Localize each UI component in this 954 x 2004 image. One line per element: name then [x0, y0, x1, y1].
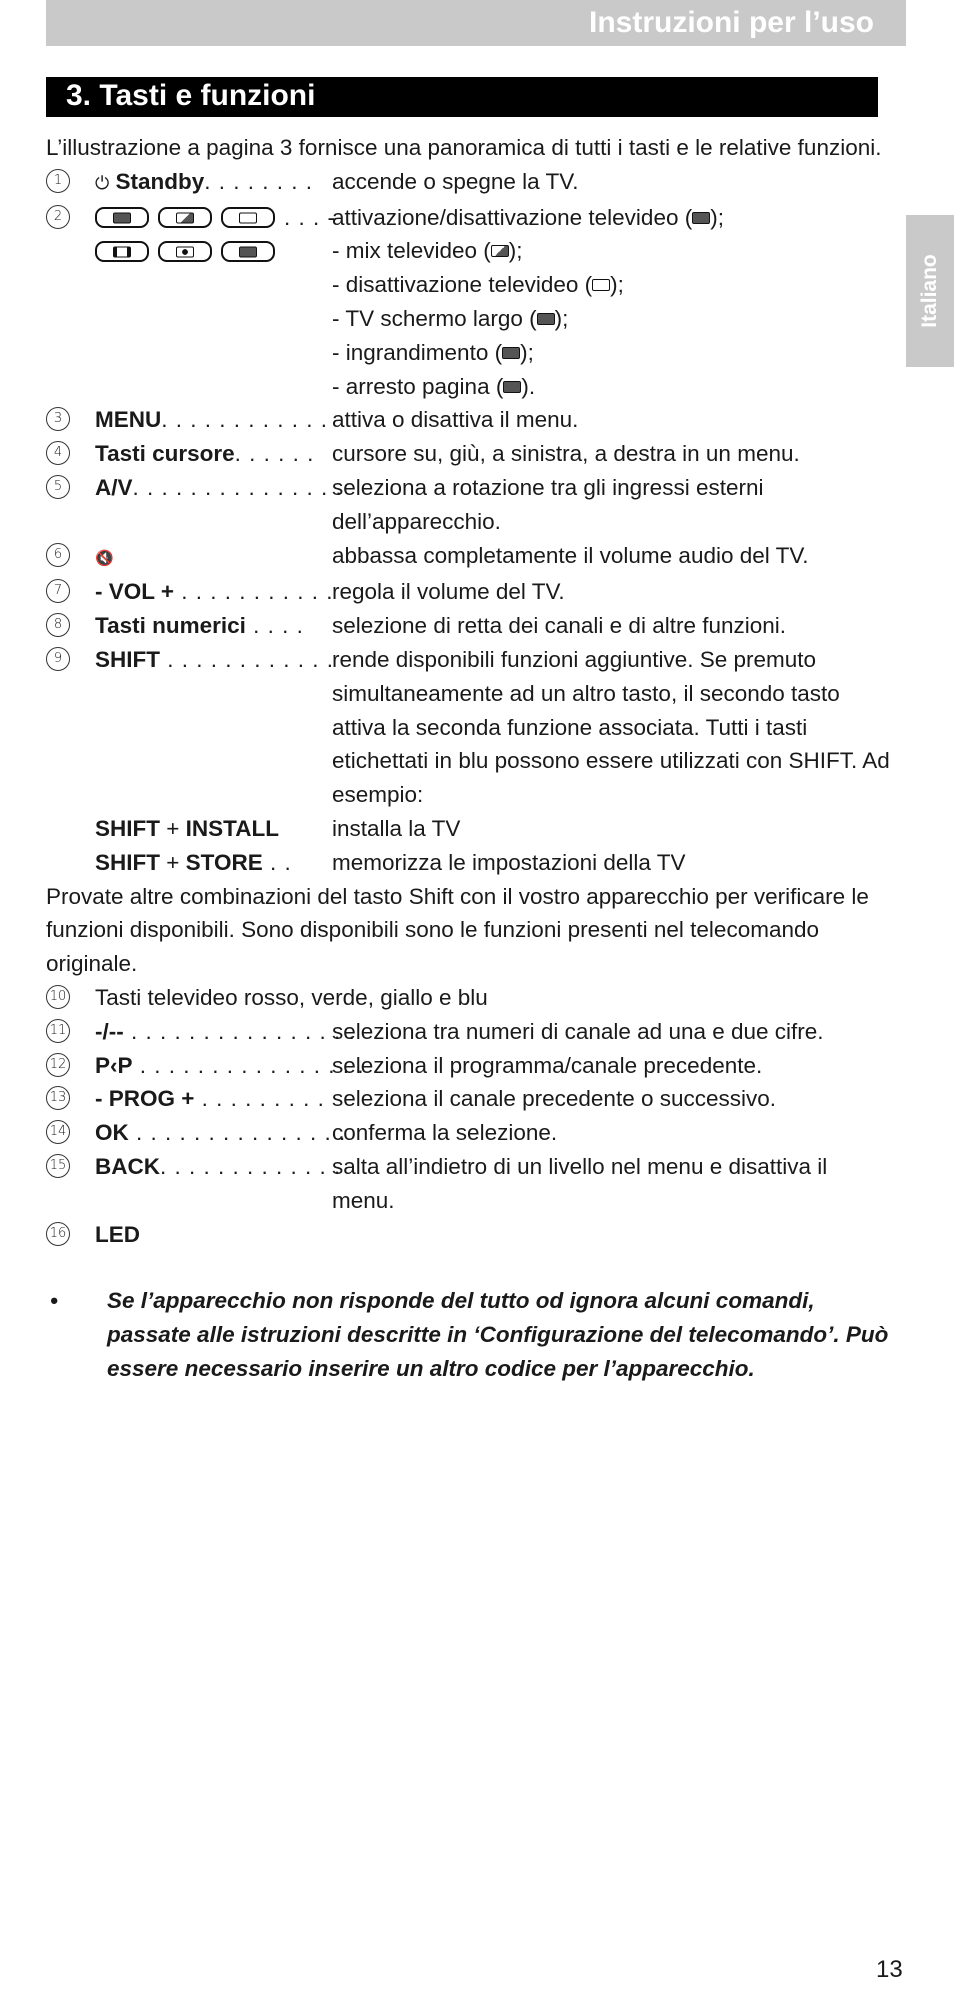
item-description: seleziona il programma/canale precedente. — [332, 1052, 763, 1078]
item-number: 11 — [46, 1015, 95, 1049]
mute-icon: 🔇 — [95, 548, 114, 567]
widescreen-button-icon — [95, 241, 149, 262]
power-icon: ⏻ — [95, 172, 110, 194]
mix-icon — [491, 245, 509, 257]
shift-install-example — [46, 812, 896, 846]
list-item-numeric — [46, 609, 896, 643]
tv-icon — [592, 279, 610, 291]
item-number: 6 — [46, 539, 95, 576]
item-number: 16 — [46, 1218, 95, 1252]
item-description: seleziona tra numeri di canale ad una e due cifre. — [332, 1018, 824, 1044]
item-key: Tasti numerici . . . . — [95, 613, 304, 639]
section-heading — [46, 77, 878, 117]
item-key: OK . . . . . . . . . . . . . . . — [95, 1120, 347, 1146]
item-number: 2 — [46, 201, 95, 404]
shift-note-paragraph: Provate altre combinazioni del tasto Shift con il vostro apparecchio per verificare le funzioni disponibili. Sono disponibili sono le funzioni presenti nel telecomando originale. — [46, 883, 869, 977]
warning-note — [46, 1284, 896, 1385]
page-number: 13 — [876, 1956, 903, 1983]
item-key: LED — [95, 1221, 140, 1247]
section-title: 3. Tasti e funzioni — [66, 79, 316, 112]
item-key: MENU. . . . . . . . . . . . — [95, 407, 329, 433]
list-item-volume — [46, 575, 896, 609]
page-content — [46, 131, 896, 1386]
hold-icon — [503, 381, 521, 393]
warning-text: Se l’apparecchio non risponde del tutto od ignora alcuni comandi, passate alle istruzioni descritte in ‘Configurazione del telecomando’. Può essere necessario inserire un altro codice per l’apparecchio. — [107, 1288, 889, 1381]
item-key: SHIFT + STORE . . — [95, 849, 292, 875]
item-number: 9 — [46, 643, 95, 812]
item-number: 15 — [46, 1150, 95, 1218]
item-description: Tasti televideo rosso, verde, giallo e blu — [95, 984, 488, 1010]
item-key: - PROG + . . . . . . . . . — [95, 1086, 325, 1112]
item-description: cursore su, giù, a sinistra, a destra in un menu. — [332, 441, 800, 467]
item-description: conferma la selezione. — [332, 1120, 558, 1146]
item-key: BACK. . . . . . . . . . . . . — [95, 1153, 342, 1179]
item-key: P‹P . . . . . . . . . . . . . . . . — [95, 1052, 365, 1078]
item-number: 13 — [46, 1082, 95, 1116]
item-description: selezione di retta dei canali e di altre funzioni. — [332, 613, 787, 639]
list-item-back — [46, 1150, 896, 1218]
item-description: memorizza le impostazioni della TV — [332, 849, 686, 875]
intro-paragraph: L’illustrazione a pagina 3 fornisce una panoramica di tutti i tasti e le relative funzioni. — [46, 135, 882, 160]
item-key: ⏻ Standby. . . . . . . . — [95, 168, 314, 194]
item-key: SHIFT + INSTALL — [95, 815, 279, 841]
item-description: attiva o disattiva il menu. — [332, 407, 579, 433]
item-description: rende disponibili funzioni aggiuntive. Se premuto simultaneamente ad un altro tasto, il secondo tasto attiva la seconda funzione associata. Tutti i tasti etichettati in blu possono essere utilizzati con SHIFT. Ad esempio: — [332, 646, 890, 808]
item-number: 10 — [46, 981, 95, 1015]
item-key: -/-- . . . . . . . . . . . . . . . . — [95, 1018, 356, 1044]
item-number: 12 — [46, 1049, 95, 1083]
item-description: accende o spegne la TV. — [332, 168, 579, 194]
hold-button-icon — [221, 241, 275, 262]
list-item-program — [46, 1082, 896, 1116]
teletext-icon — [692, 212, 710, 224]
list-item-led — [46, 1218, 896, 1252]
list-item-shift — [46, 643, 896, 812]
list-item-previous-program — [46, 1049, 896, 1083]
list-item-digits — [46, 1015, 896, 1049]
item-description: salta all’indietro di un livello nel menu e disattiva il menu. — [332, 1153, 828, 1213]
list-item-standby — [46, 165, 896, 201]
header-title: Instruzioni per l’uso — [588, 6, 874, 39]
bullet-icon: • — [50, 1288, 58, 1314]
language-tab-label: Italiano — [918, 254, 941, 328]
list-item-mute — [46, 539, 896, 576]
item-number: 14 — [46, 1116, 95, 1150]
zoom-button-icon — [158, 241, 212, 262]
item-description: regola il volume del TV. — [332, 579, 565, 605]
teletext-button-icons: . . . - — [95, 201, 382, 404]
item-number: 1 — [46, 165, 95, 201]
header-bar — [46, 0, 906, 46]
list-item-ok — [46, 1116, 896, 1150]
list-item-menu — [46, 403, 896, 437]
item-description: seleziona il canale precedente o successivo. — [332, 1086, 777, 1112]
item-number: 8 — [46, 609, 95, 643]
item-number: 5 — [46, 471, 95, 539]
item-description: abbassa completamente il volume audio del TV. — [332, 542, 809, 568]
item-description: seleziona a rotazione tra gli ingressi esterni dell’apparecchio. — [332, 474, 764, 534]
teletext-on-button-icon — [95, 207, 149, 228]
item-number: 4 — [46, 437, 95, 471]
list-item-cursor — [46, 437, 896, 471]
list-item-teletext-buttons — [46, 201, 896, 404]
widescreen-icon — [537, 313, 555, 325]
list-item-av — [46, 471, 896, 539]
item-number: 3 — [46, 403, 95, 437]
teletext-functions: attivazione/disattivazione televideo ( ); - mix televideo ( ); - disattivazione televideo ( ); - TV schermo largo ( ); - ingrandimento ( ); - arresto pagina ( ). — [332, 204, 724, 399]
teletext-off-button-icon — [221, 207, 275, 228]
item-key: A/V. . . . . . . . . . . . . . . — [95, 474, 343, 500]
language-tab — [906, 215, 954, 367]
list-item-teletext-colors — [46, 981, 896, 1015]
item-key: SHIFT . . . . . . . . . . . . — [95, 646, 335, 672]
item-number: 7 — [46, 575, 95, 609]
item-key: - VOL + . . . . . . . . . . . — [95, 579, 334, 605]
shift-store-example — [46, 846, 896, 880]
item-description: installa la TV — [332, 815, 461, 841]
zoom-icon — [502, 347, 520, 359]
item-key: Tasti cursore. . . . . . — [95, 441, 315, 467]
teletext-mix-button-icon — [158, 207, 212, 228]
